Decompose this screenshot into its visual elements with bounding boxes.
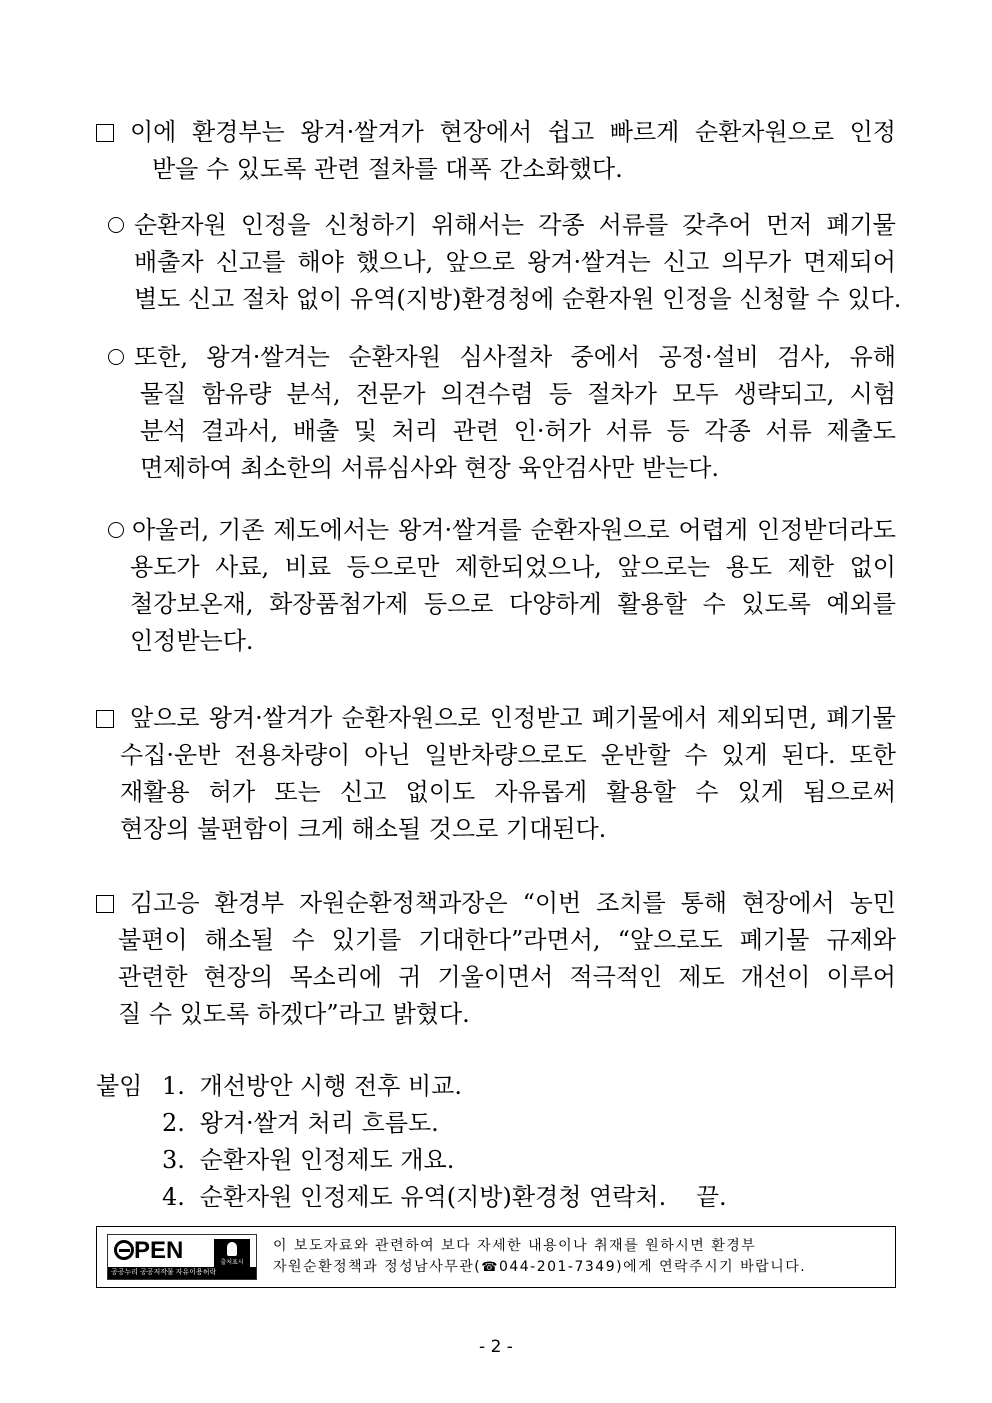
text-line: 이에 환경부는 왕겨·쌀겨가 현장에서 쉽고 빠르게 순환자원으로 인정 [130,118,896,146]
attachment-text: 왕겨·쌀겨 처리 흐름도. [199,1109,439,1137]
contact-box [96,1226,896,1288]
open-logo-text: PEN [114,1237,183,1265]
text-line: 관련한 현장의 목소리에 귀 기울이면서 적극적인 제도 개선이 이루어 [118,963,896,991]
text-line: 재활용 허가 또는 신고 없이도 자유롭게 활용할 수 있게 됨으로써 [120,778,896,806]
text-line: 앞으로 왕겨·쌀겨가 순환자원으로 인정받고 폐기물에서 제외되면, 폐기물 [130,704,896,732]
text-line: 현장의 불편함이 크게 해소될 것으로 기대된다. [120,815,607,843]
attachment-text: 순환자원 인정제도 유역(지방)환경청 연락처. [199,1183,667,1211]
attachments-list [162,1068,862,1216]
badge-label: 출처표시 [220,1260,244,1266]
attachment-number: 4. [162,1183,185,1211]
attachment-item [162,1142,862,1179]
attachment-number: 3. [162,1146,185,1174]
attachment-number: 1. [162,1072,185,1100]
contact-line-2: 자원순환정책과 정성남사무관(☎044-201-7349)에게 연락주시기 바랍니다. [273,1259,807,1275]
text-line: 용도가 사료, 비료 등으로만 제한되었으나, 앞으로는 용도 제한 없이 [130,553,896,581]
attribution-badge [214,1239,250,1267]
page-number: - 2 - [479,1337,513,1357]
kogl-open-logo [107,1234,257,1280]
contact-text [273,1236,889,1278]
attachment-item [162,1068,862,1105]
paragraph-5 [96,700,896,848]
text-line: 면제하여 최소한의 서류심사와 현장 육안검사만 받는다. [140,454,720,482]
text-line: 김고응 환경부 자원순환정책과장은 “이번 조치를 통해 현장에서 농민 [130,889,896,917]
contact-line-1: 이 보도자료와 관련하여 보다 자세한 내용이나 취재를 원하시면 환경부 [273,1238,757,1254]
text-line: 순환자원 인정을 신청하기 위해서는 각종 서류를 갖추어 먼저 폐기물 [134,211,896,239]
attachment-number: 2. [162,1109,185,1137]
paragraph-2 [96,207,902,318]
attachment-item [162,1105,862,1142]
text-line: 물질 함유량 분석, 전문가 의견수렴 등 절차가 모두 생략되고, 시험 [140,380,896,408]
logo-strip: 공공누리 공공저작물 자유이용허락 [108,1267,256,1279]
paragraph-1 [96,114,896,188]
text-line: 철강보온재, 화장품첨가제 등으로 다양하게 활용할 수 있도록 예외를 [130,590,896,618]
attachment-item [162,1179,862,1216]
phone-icon: ☎ [481,1260,499,1275]
text-line: 수집·운반 전용차량이 아닌 일반차량으로도 운반할 수 있게 된다. 또한 [120,741,896,769]
person-icon [227,1242,237,1256]
text-line: 아울러, 기존 제도에서는 왕겨·쌀겨를 순환자원으로 어렵게 인정받더라도 [132,516,896,544]
attachment-text: 순환자원 인정제도 개요. [199,1146,455,1174]
text-line: 별도 신고 절차 없이 유역(지방)환경청에 순환자원 인정을 신청할 수 있다. [134,285,902,313]
paragraph-3 [96,339,896,487]
text-line: 또한, 왕겨·쌀겨는 순환자원 심사절차 중에서 공정·설비 검사, 유해 [134,343,896,371]
text-line: 불편이 해소될 수 있기를 기대한다”라면서, “앞으로도 폐기물 규제와 [118,926,896,954]
text-line: 인정받는다. [130,627,254,655]
text-line: 질 수 있도록 하겠다”라고 밝혔다. [118,1000,470,1028]
text-line: 배출자 신고를 해야 했으나, 앞으로 왕겨·쌀겨는 신고 의무가 면제되어 [134,248,896,276]
paragraph-4 [96,512,896,660]
paragraph-6 [96,885,896,1033]
attachments-label: 붙임 [96,1072,143,1100]
text-line: 받을 수 있도록 관련 절차를 대폭 간소화했다. [152,155,623,183]
open-o-icon [114,1240,134,1260]
end-mark: 끝. [695,1183,727,1211]
attachment-text: 개선방안 시행 전후 비교. [199,1072,462,1100]
text-line: 분석 결과서, 배출 및 처리 관련 인·허가 서류 등 각종 서류 제출도 [140,417,896,445]
